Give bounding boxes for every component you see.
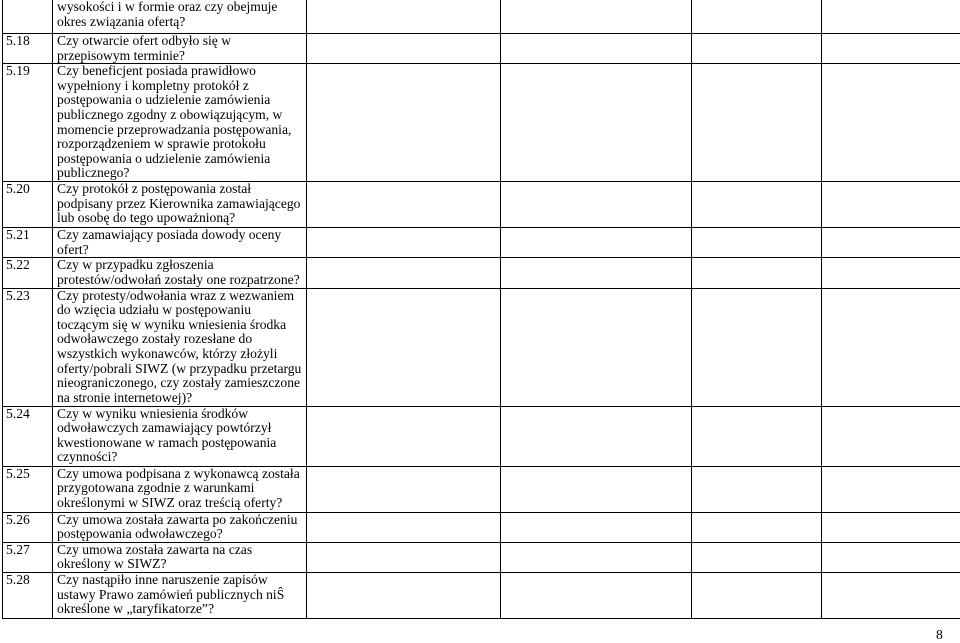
answer-cell[interactable]: [822, 182, 960, 228]
answer-cell[interactable]: [501, 572, 692, 618]
question-text: Czy w przypadku zgłoszenia protestów/odwołań zostały one rozpatrzone?: [53, 258, 307, 288]
answer-cell[interactable]: [307, 542, 501, 572]
answer-cell[interactable]: [692, 182, 822, 228]
answer-cell[interactable]: [692, 0, 822, 34]
answer-cell[interactable]: [692, 258, 822, 288]
answer-cell[interactable]: [822, 572, 960, 618]
answer-cell[interactable]: [307, 182, 501, 228]
page-number: 8: [936, 627, 943, 642]
question-text: Czy protokół z postępowania został podpisany przez Kierownika zamawiającego lub osobę do tego upoważnioną?: [53, 182, 307, 228]
table-row: [3, 34, 960, 64]
answer-cell[interactable]: [501, 466, 692, 512]
answer-cell[interactable]: [692, 64, 822, 182]
answer-cell[interactable]: [822, 228, 960, 258]
answer-cell[interactable]: [822, 0, 960, 34]
question-text: Czy zamawiający posiada dowody oceny ofert?: [53, 228, 307, 258]
answer-cell[interactable]: [307, 34, 501, 64]
answer-cell[interactable]: [822, 258, 960, 288]
row-number: 5.20: [3, 182, 53, 228]
answer-cell[interactable]: [501, 228, 692, 258]
table-row: [3, 572, 960, 618]
table-row: [3, 0, 960, 34]
table-row: [3, 228, 960, 258]
row-number: 5.27: [3, 542, 53, 572]
answer-cell[interactable]: [501, 406, 692, 466]
question-text: Czy nastąpiło inne naruszenie zapisów ustawy Prawo zamówień publicznych niŜ określone w „taryfikatorze”?: [53, 572, 307, 618]
answer-cell[interactable]: [501, 0, 692, 34]
table-row: [3, 466, 960, 512]
row-number: 5.18: [3, 34, 53, 64]
answer-cell[interactable]: [501, 34, 692, 64]
answer-cell[interactable]: [822, 34, 960, 64]
answer-cell[interactable]: [307, 572, 501, 618]
question-text: Czy umowa została zawarta po zakończeniu postępowania odwoławczego?: [53, 512, 307, 542]
row-number: 5.24: [3, 406, 53, 466]
answer-cell[interactable]: [692, 572, 822, 618]
answer-cell[interactable]: [307, 228, 501, 258]
row-number: 5.23: [3, 288, 53, 406]
answer-cell[interactable]: [692, 34, 822, 64]
table-row: [3, 288, 960, 406]
answer-cell[interactable]: [822, 288, 960, 406]
answer-cell[interactable]: [307, 258, 501, 288]
row-number: 5.19: [3, 64, 53, 182]
answer-cell[interactable]: [692, 288, 822, 406]
answer-cell[interactable]: [501, 512, 692, 542]
question-text: Czy otwarcie ofert odbyło się w przepisowym terminie?: [53, 34, 307, 64]
row-number: 5.26: [3, 512, 53, 542]
table-row: [3, 258, 960, 288]
table-row: [3, 512, 960, 542]
answer-cell[interactable]: [501, 64, 692, 182]
question-text: Czy beneficjent posiada prawidłowo wypełniony i kompletny protokół z postępowania o udzielenie zamówienia publicznego zgodny z obowiązującym, w momencie przeprowadzania postępowania, rozporządzeniem w sprawie protokołu postępowania o udzielenie zamówienia publicznego?: [53, 64, 307, 182]
table-row: [3, 182, 960, 228]
answer-cell[interactable]: [307, 64, 501, 182]
table-row: [3, 542, 960, 572]
answer-cell[interactable]: [822, 406, 960, 466]
answer-cell[interactable]: [501, 182, 692, 228]
table-row: [3, 64, 960, 182]
answer-cell[interactable]: [692, 228, 822, 258]
answer-cell[interactable]: [307, 0, 501, 34]
answer-cell[interactable]: [692, 542, 822, 572]
answer-cell[interactable]: [822, 466, 960, 512]
answer-cell[interactable]: [307, 288, 501, 406]
answer-cell[interactable]: [501, 258, 692, 288]
answer-cell[interactable]: [692, 466, 822, 512]
question-text: Czy w wyniku wniesienia środków odwoławczych zamawiający powtórzył kwestionowane w ramach postępowania czynności?: [53, 406, 307, 466]
answer-cell[interactable]: [692, 406, 822, 466]
question-text: wysokości i w formie oraz czy obejmuje okres związania ofertą?: [53, 0, 307, 34]
answer-cell[interactable]: [307, 406, 501, 466]
answer-cell[interactable]: [307, 512, 501, 542]
row-number: 5.25: [3, 466, 53, 512]
row-number: 5.28: [3, 572, 53, 618]
row-number: 5.21: [3, 228, 53, 258]
row-number: 5.22: [3, 258, 53, 288]
question-text: Czy protesty/odwołania wraz z wezwaniem do wzięcia udziału w postępowaniu toczącym się w wyniku wniesienia środka odwoławczego zostały rozesłane do wszystkich wykonawców, którzy złożyli oferty/pobrali SIWZ (w przypadku przetargu nieograniczonego, czy zostały zamieszczone na stronie internetowej)?: [53, 288, 307, 406]
question-text: Czy umowa została zawarta na czas określony w SIWZ?: [53, 542, 307, 572]
answer-cell[interactable]: [501, 542, 692, 572]
answer-cell[interactable]: [822, 542, 960, 572]
table-row: [3, 406, 960, 466]
answer-cell[interactable]: [307, 466, 501, 512]
row-number: [3, 0, 53, 34]
answer-cell[interactable]: [822, 64, 960, 182]
answer-cell[interactable]: [501, 288, 692, 406]
question-text: Czy umowa podpisana z wykonawcą została przygotowana zgodnie z warunkami określonymi w SIWZ oraz treścią oferty?: [53, 466, 307, 512]
checklist-table: [2, 0, 960, 619]
answer-cell[interactable]: [692, 512, 822, 542]
answer-cell[interactable]: [822, 512, 960, 542]
